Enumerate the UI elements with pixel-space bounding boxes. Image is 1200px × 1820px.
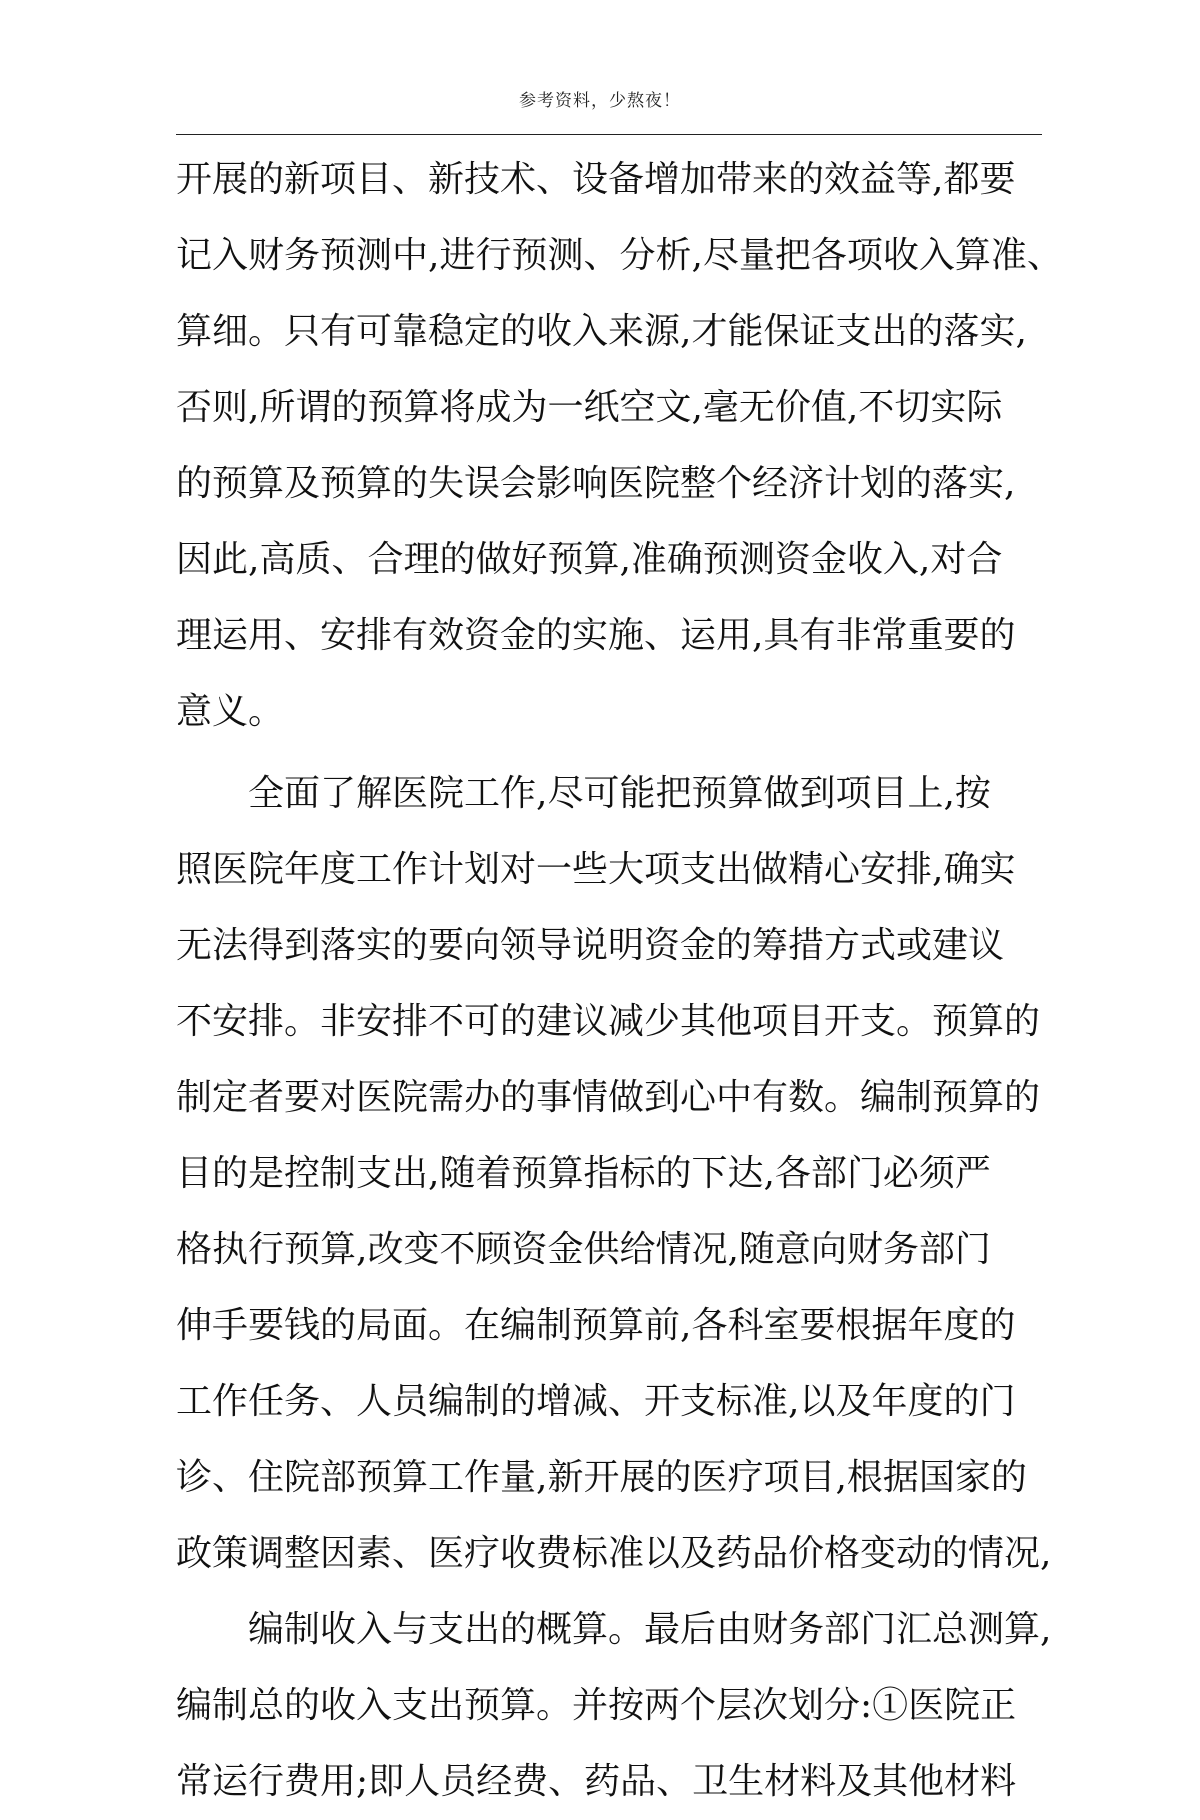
text-line: 工作任务、人员编制的增减、开支标准,以及年度的门 [176,1381,1016,1422]
text-line: 伸手要钱的局面。在编制预算前,各科室要根据年度的 [176,1305,1016,1346]
text-line: 不安排。非安排不可的建议减少其他项目开支。预算的 [176,1001,1041,1042]
text-line: 制定者要对医院需办的事情做到心中有数。编制预算的 [176,1077,1041,1118]
text-line: 意义。 [176,691,285,732]
text-line: 格执行预算,改变不顾资金供给情况,随意向财务部门 [176,1229,991,1270]
text-line: 理运用、安排有效资金的实施、运用,具有非常重要的 [176,615,1016,656]
text-line: 因此,高质、合理的做好预算,准确预测资金收入,对合 [176,539,1003,580]
paragraph-start-line: 编制收入与支出的概算。最后由财务部门汇总测算, [248,1609,1052,1650]
text-line: 常运行费用;即人员经费、药品、卫生材料及其他材料 [176,1761,1017,1802]
text-line: 的预算及预算的失误会影响医院整个经济计划的落实, [176,463,1016,504]
text-line: 诊、住院部预算工作量,新开展的医疗项目,根据国家的 [176,1457,1027,1498]
body-text [176,142,1063,1820]
text-line: 否则,所谓的预算将成为一纸空文,毫无价值,不切实际 [176,387,1003,428]
text-line: 编制总的收入支出预算。并按两个层次划分:①医院正 [176,1685,1017,1726]
header-divider [176,134,1042,135]
text-line: 目的是控制支出,随着预算指标的下达,各部门必须严 [176,1153,991,1194]
text-line: 记入财务预测中,进行预测、分析,尽量把各项收入算准、 [176,235,1063,276]
text-line: 照医院年度工作计划对一些大项支出做精心安排,确实 [176,849,1016,890]
text-line: 无法得到落实的要向领导说明资金的筹措方式或建议 [176,925,1005,966]
text-line: 政策调整因素、医疗收费标准以及药品价格变动的情况, [176,1533,1052,1574]
page-header-text: 参考资料，少熬夜！ [519,91,681,111]
paragraph-start-line: 全面了解医院工作,尽可能把预算做到项目上,按 [248,773,991,814]
text-line: 算细。只有可靠稳定的收入来源,才能保证支出的落实, [176,311,1027,352]
text-line: 开展的新项目、新技术、设备增加带来的效益等,都要 [176,159,1016,200]
